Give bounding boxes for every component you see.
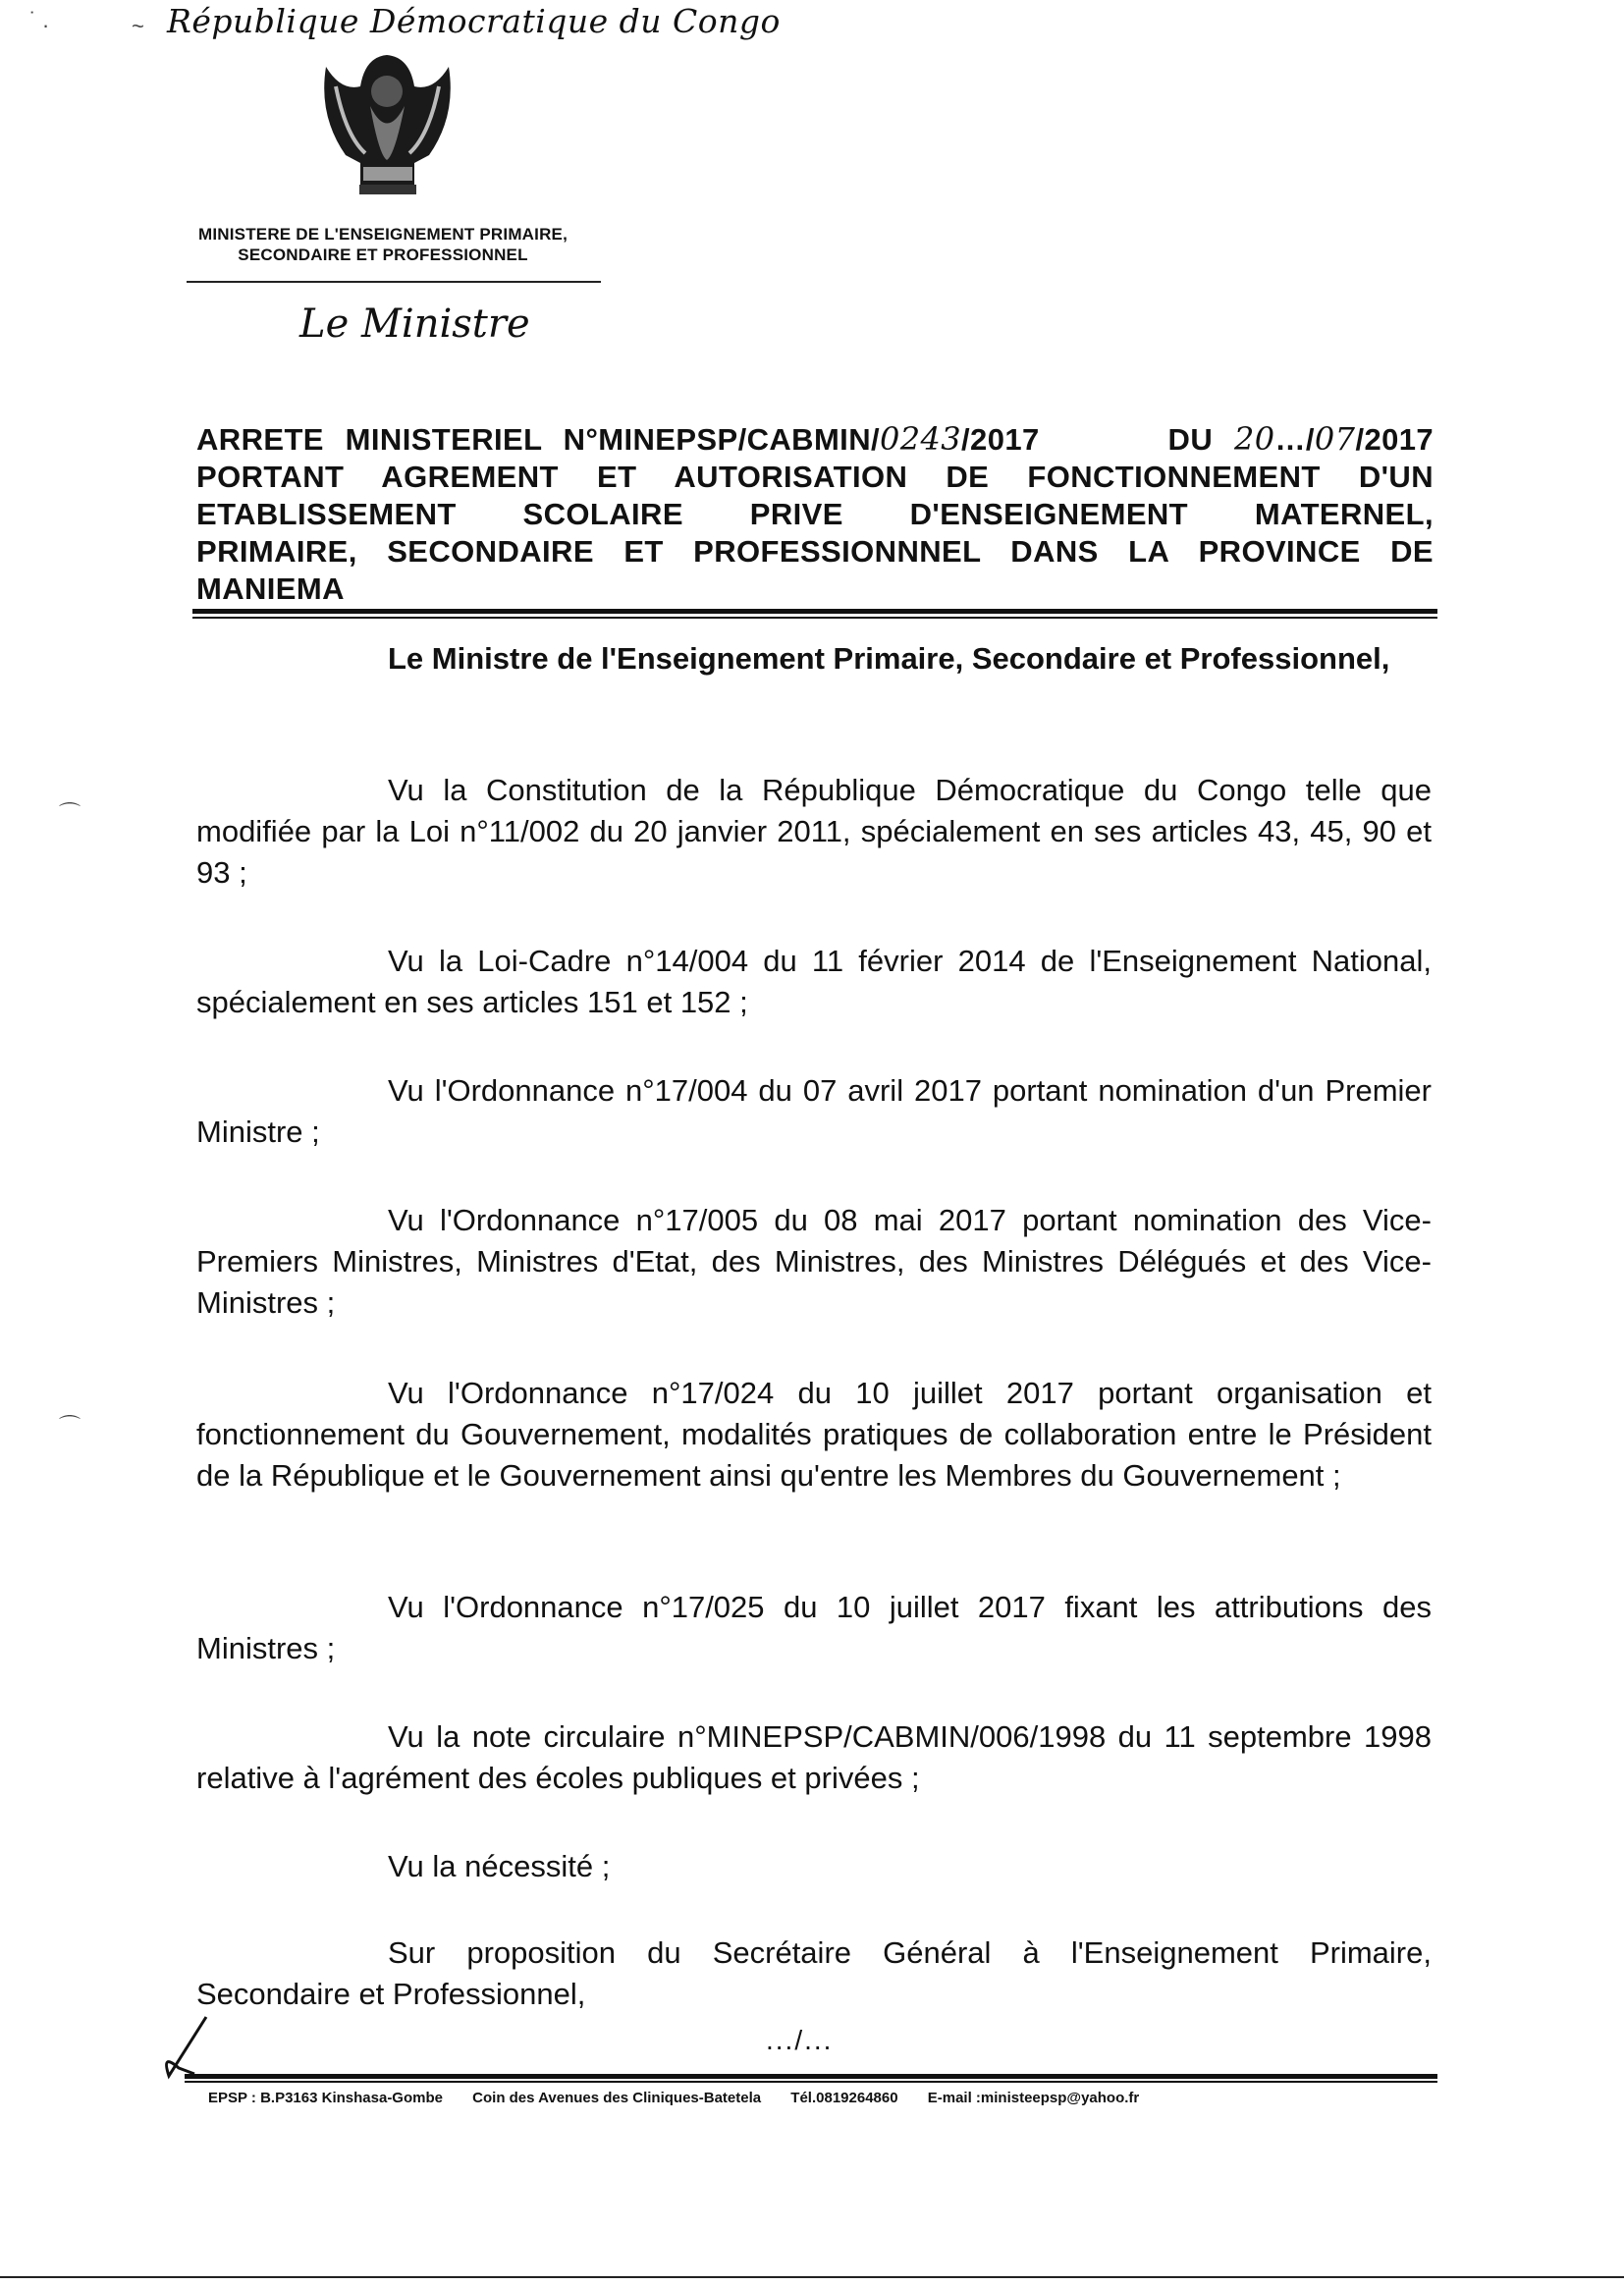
- le-ministre-title: Le Ministre: [299, 301, 530, 347]
- handwritten-initials: [155, 2013, 214, 2082]
- paragraph-proposition: Sur proposition du Secrétaire Général à l'Enseignement Primaire, Secondaire et Professionnel,: [196, 1935, 1432, 2011]
- title-rule-thick: [192, 609, 1437, 614]
- title-line-3: ETABLISSEMENT SCOLAIRE PRIVE D'ENSEIGNEMENT MATERNEL,: [196, 497, 1434, 531]
- scan-mark: ~: [132, 14, 144, 38]
- paragraph-loi-cadre: Vu la Loi-Cadre n°14/004 du 11 février 2014 de l'Enseignement National, spécialement en ses articles 151 et 152 ;: [196, 944, 1432, 1019]
- footer-rule-thin: [185, 2081, 1437, 2083]
- scan-mark: ˙ .: [29, 8, 49, 32]
- scan-mark: ⌒: [59, 1414, 81, 1439]
- footer-address: EPSP : B.P3163 Kinshasa-Gombe: [208, 2090, 443, 2106]
- paragraph-necessite: Vu la nécessité ;: [388, 1849, 611, 1883]
- title-line-2: PORTANT AGREMENT ET AUTORISATION DE FONCTIONNEMENT D'UN: [196, 460, 1434, 494]
- header-divider: [187, 281, 601, 283]
- title-line-1: ARRETE MINISTERIEL N°MINEPSP/CABMIN/0243/2017 DU 20…/07/2017: [196, 420, 1435, 458]
- title-rule-thin: [192, 617, 1437, 619]
- coat-of-arms-emblem: [316, 47, 459, 204]
- paragraph-ordonnance-025: Vu l'Ordonnance n°17/025 du 10 juillet 2017 fixant les attributions des Ministres ;: [196, 1590, 1432, 1665]
- scan-bottom-edge: [0, 2276, 1624, 2278]
- footer-contact: [208, 2090, 1164, 2106]
- scan-mark: ⌒: [59, 801, 81, 826]
- title-line-4: PRIMAIRE, SECONDAIRE ET PROFESSIONNNEL DANS LA PROVINCE DE: [196, 534, 1434, 569]
- footer-rule-thick: [185, 2074, 1437, 2079]
- page-continuation: .../...: [766, 2025, 834, 2055]
- paragraph-constitution: Vu la Constitution de la République Démocratique du Congo telle que modifiée par la Loi n°11/002 du 20 janvier 2011, spécialement en ses articles 43, 45, 90 et 93 ;: [196, 773, 1432, 890]
- paragraph-ordonnance-024: Vu l'Ordonnance n°17/024 du 10 juillet 2017 portant organisation et fonctionnement du Gouvernement, modalités pratiques de collaboration entre le Président de la République et le Gouvernement ainsi qu'entre les Membres du Gouvernement ;: [196, 1376, 1432, 1493]
- handwritten-month: 07: [1314, 420, 1356, 458]
- republic-heading: République Démocratique du Congo: [167, 2, 781, 40]
- decree-title: [196, 420, 1434, 608]
- handwritten-day: 20: [1233, 420, 1275, 458]
- paragraph-ordonnance-004: Vu l'Ordonnance n°17/004 du 07 avril 2017 portant nomination d'un Premier Ministre ;: [196, 1073, 1432, 1149]
- footer-location: Coin des Avenues des Cliniques-Batetela: [472, 2090, 762, 2106]
- intro-paragraph: Le Ministre de l'Enseignement Primaire, Secondaire et Professionnel,: [388, 641, 1390, 676]
- paragraph-note-circulaire: Vu la note circulaire n°MINEPSP/CABMIN/006/1998 du 11 septembre 1998 relative à l'agrément des écoles publiques et privées ;: [196, 1719, 1432, 1795]
- title-line-5: MANIEMA: [196, 572, 345, 606]
- paragraph-ordonnance-005: Vu l'Ordonnance n°17/005 du 08 mai 2017 portant nomination des Vice-Premiers Ministres, Ministres d'Etat, des Ministres, des Ministres Délégués et des Vice-Ministres ;: [196, 1203, 1432, 1320]
- handwritten-number: 0243: [880, 420, 962, 458]
- footer-phone: Tél.0819264860: [790, 2090, 898, 2106]
- footer-email: E-mail :ministeepsp@yahoo.fr: [927, 2090, 1140, 2106]
- ministry-name: MINISTERE DE L'ENSEIGNEMENT PRIMAIRE, SECONDAIRE ET PROFESSIONNEL: [197, 225, 568, 264]
